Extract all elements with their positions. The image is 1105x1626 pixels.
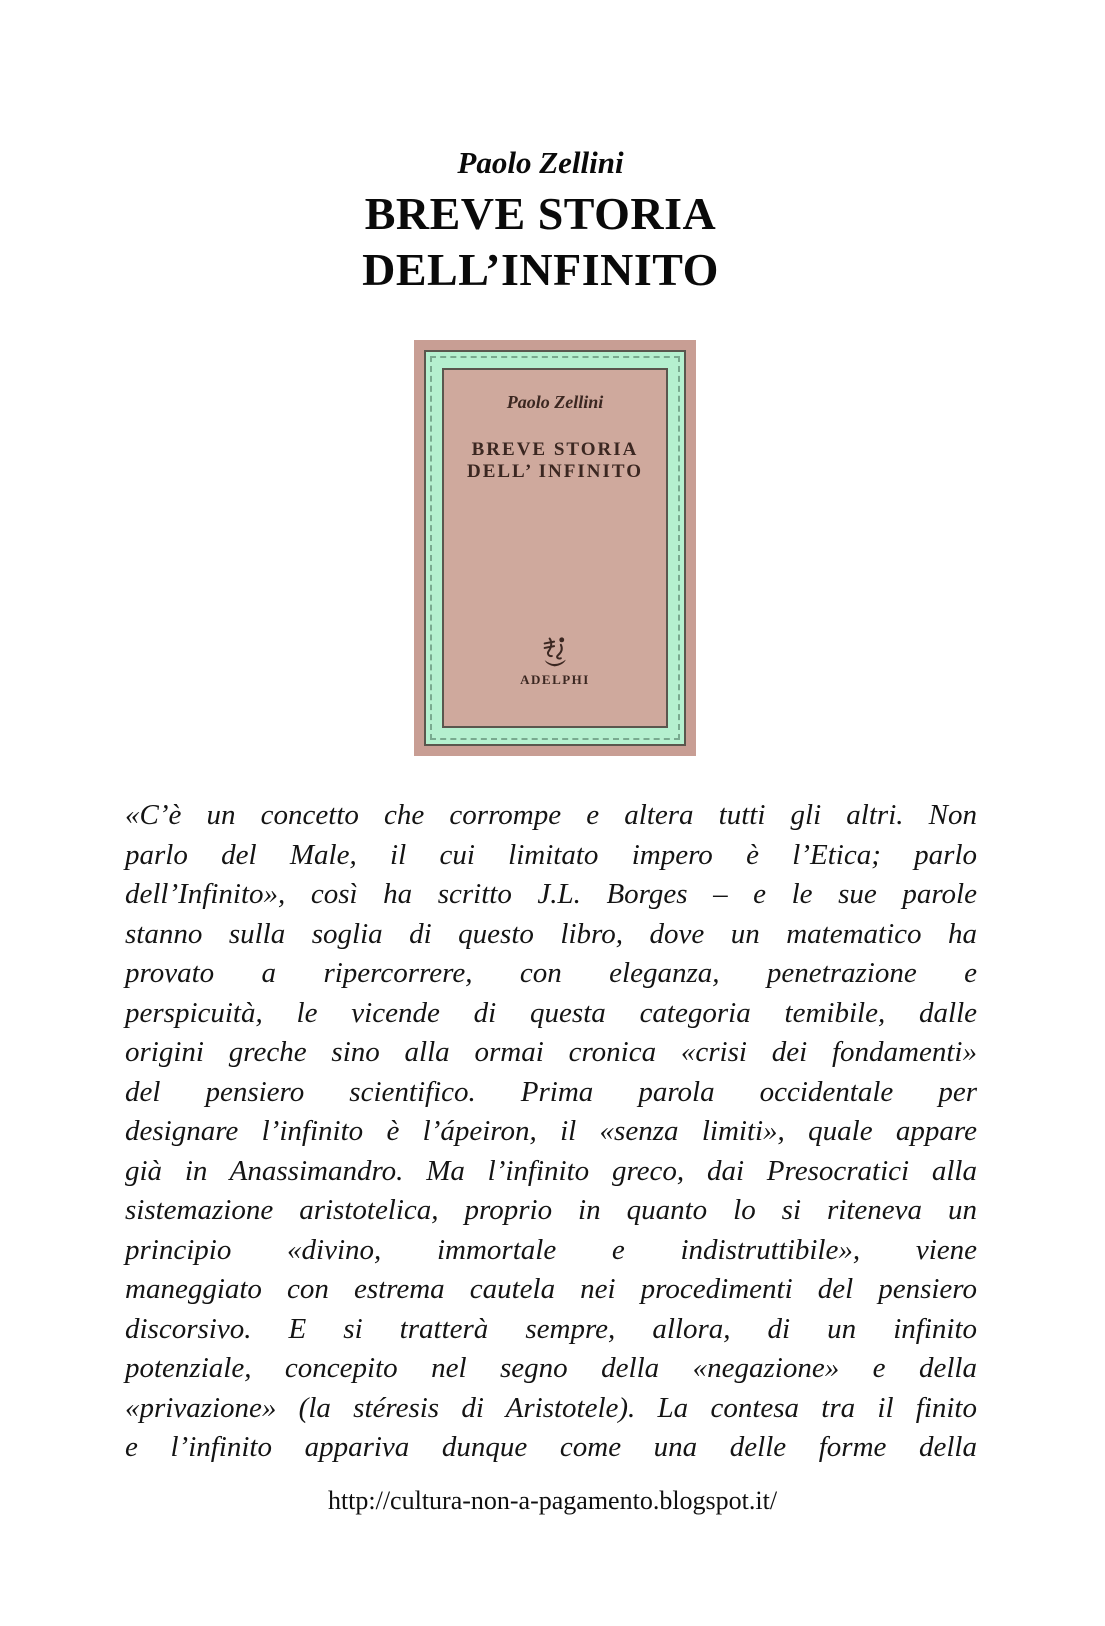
page-title (0, 186, 1093, 298)
text-line: del pensiero scientifico. Prima parola occidentale per (125, 1075, 977, 1108)
text-line: sistemazione aristotelica, proprio in quanto lo si riteneva un (125, 1194, 977, 1226)
text-line: e l’infinito appariva dunque come una delle forme della (125, 1431, 977, 1463)
text-line: maneggiato con estrema cautela nei procedimenti del pensiero (125, 1273, 977, 1305)
text-line: provato a ripercorrere, con eleganza, penetrazione e (125, 957, 977, 989)
page-title-line2: DELL’INFINITO (362, 244, 719, 295)
text-line: «C’è un concetto che corrompe e altera tutti gli altri. Non (125, 799, 977, 831)
adelphi-new-moon-logo-icon (539, 634, 571, 670)
text-line: designare l’infinito è l’ápeiron, il «senza limiti», quale appare (125, 1115, 977, 1147)
text-line: potenziale, concepito nel segno della «negazione» e della (125, 1352, 977, 1384)
book-cover-panel (442, 368, 668, 728)
cover-title (467, 439, 643, 483)
book-cover (414, 340, 696, 756)
text-line: parlo del Male, il cui limitato impero è l’Etica; parlo (125, 838, 977, 871)
text-line: già in Anassimandro. Ma l’infinito greco, dai Presocratici alla (125, 1154, 977, 1187)
page-title-line1: BREVE STORIA (364, 188, 717, 239)
text-line: stanno sulla soglia di questo libro, dove un matematico ha (125, 917, 977, 950)
text-line: discorsivo. E si tratterà sempre, allora, di un infinito (125, 1312, 977, 1345)
cover-title-line1: BREVE STORIA (471, 439, 639, 460)
text-line: dell’Infinito», così ha scritto J.L. Borges – e le sue parole (125, 878, 977, 910)
text-line: perspicuità, le vicende di questa categoria temibile, dalle (125, 996, 977, 1029)
body-paragraph (125, 796, 977, 1468)
page-author: Paolo Zellini (457, 145, 624, 180)
book-cover-frame (424, 350, 686, 746)
text-line: «privazione» (la stéresis di Aristotele). La contesa tra il finito (125, 1391, 977, 1424)
text-line: origini greche sino alla ormai cronica «crisi dei fondamenti» (125, 1036, 977, 1068)
page-header (0, 146, 1093, 298)
text-line: principio «divino, immortale e indistruttibile», viene (125, 1233, 977, 1266)
cover-publisher-label: ADELPHI (520, 672, 590, 687)
cover-author: Paolo Zellini (506, 392, 604, 412)
cover-title-line2: DELL’ INFINITO (466, 461, 643, 482)
footer-url: http://cultura-non-a-pagamento.blogspot.it/ (327, 1486, 778, 1515)
